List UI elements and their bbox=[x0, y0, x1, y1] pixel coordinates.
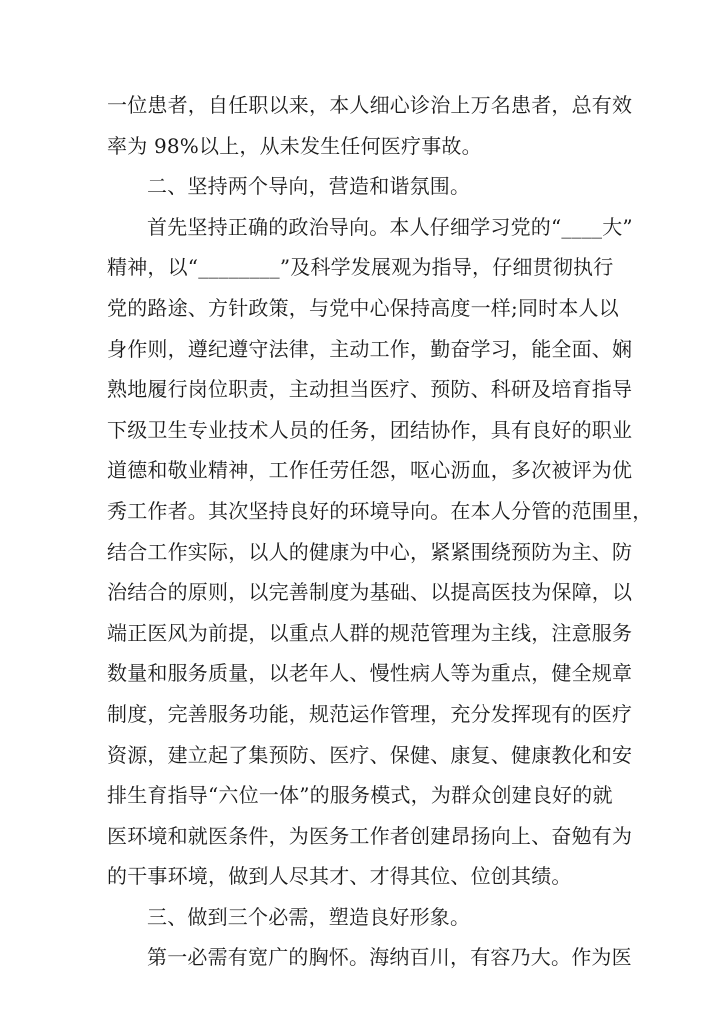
text-line: 道德和敬业精神，工作任劳任怨，呕心沥血，多次被评为优 bbox=[107, 458, 633, 483]
text-line: 下级卫生专业技术人员的任务，团结协作，具有良好的职业 bbox=[107, 417, 633, 442]
text-line: 精神，以“________”及科学发展观为指导，仔细贯彻执行 bbox=[107, 255, 614, 280]
text-line: 的干事环境，做到人尽其才、才得其位、位创其绩。 bbox=[107, 864, 572, 889]
section-heading: 二、坚持两个导向，营造和谐氛围。 bbox=[147, 174, 471, 199]
text-line: 排生育指导“六位一体”的服务模式，为群众创建良好的就 bbox=[107, 783, 613, 808]
section-heading: 三、做到三个必需，塑造良好形象。 bbox=[147, 904, 471, 929]
text-line: 治结合的原则，以完善制度为基础、以提高医技为保障，以 bbox=[107, 580, 633, 605]
text-line: 一位患者，自任职以来，本人细心诊治上万名患者，总有效 bbox=[107, 93, 633, 117]
text-line: 身作则，遵纪遵守法律，主动工作，勤奋学习，能全面、娴 bbox=[107, 336, 633, 361]
document-page bbox=[107, 85, 653, 978]
text-line: 制度，完善服务功能，规范运作管理，充分发挥现有的医疗 bbox=[107, 701, 633, 726]
text-line: 党的路途、方针政策，与党中心保持高度一样;同时本人以 bbox=[107, 295, 619, 320]
paragraph-start: 首先坚持正确的政治导向。本人仔细学习党的“____大” bbox=[147, 214, 633, 239]
text-line: 熟地履行岗位职责，主动担当医疗、预防、科研及培育指导 bbox=[107, 377, 633, 402]
text-line: 医环境和就医条件，为医务工作者创建昂扬向上、奋勉有为 bbox=[107, 823, 633, 848]
text-line: 数量和服务质量，以老年人、慢性病人等为重点，健全规章 bbox=[107, 661, 633, 686]
text-line: 秀工作者。其次坚持良好的环境导向。在本人分管的范围里， bbox=[107, 498, 653, 523]
text-line: 端正医风为前提，以重点人群的规范管理为主线，注意服务 bbox=[107, 620, 633, 645]
text-line: 率为 98%以上，从未发生任何医疗事故。 bbox=[107, 133, 482, 158]
text-line: 资源，建立起了集预防、医疗、保健、康复、健康教化和安 bbox=[107, 742, 633, 767]
text-line: 结合工作实际，以人的健康为中心，紧紧围绕预防为主、防 bbox=[107, 539, 633, 564]
paragraph-start: 第一必需有宽广的胸怀。海纳百川，有容乃大。作为医 bbox=[147, 945, 632, 970]
